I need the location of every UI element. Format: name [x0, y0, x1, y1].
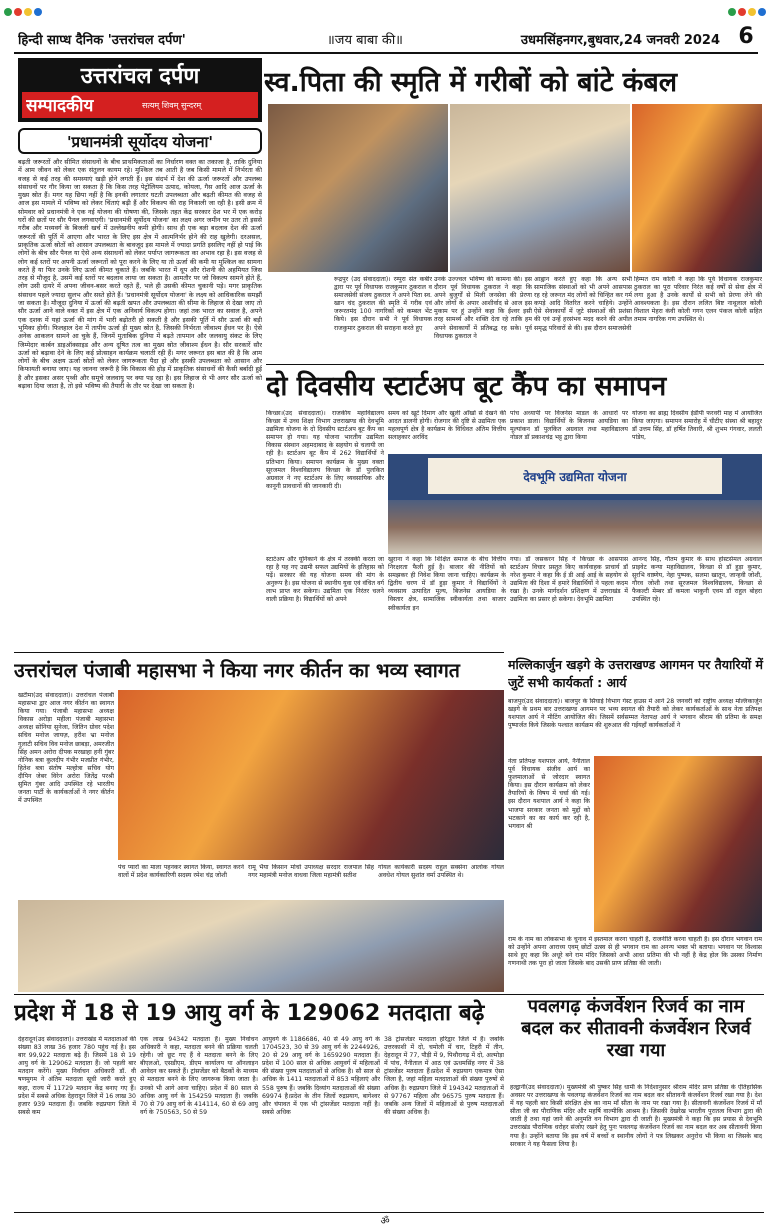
- masthead-rule: [14, 52, 758, 54]
- startup-col-1: किच्छा।(उद संवाददाता)। राजकीय महाविद्यालय किच्छा में उच्च शिक्षा विभाग उत्तराखण्ड की देवभूमि उद्यमिता योजना के दो दिवसीय स्टार्टअप बूट कैंप का समापन हो गया। यह योजना भारतीय उद्यमिता विकास संस्थान अहमदाबाद के सहयोग से चलायी जा रही है। स्टार्टअप बूट कैंप में 262 विद्यार्थियों ने प्रतिभाग किया। समापन कार्यक्रम के मुख्य वक्ता सूरजमल विश्वविद्यालय किच्छा के डॉ पुलकित अग्रवाल ने नए स्टार्टअप के लिए व्यवसायिक और कानूनी प्रावधानों की जानकारी दी।: [266, 410, 384, 490]
- editorial-motto: सत्यम् शिवम् सुन्दरम्: [142, 101, 202, 110]
- startup-col-3: पांच अध्यापी पर विजनेस माडल के आधारों पर प्रकाश डाला। विद्यार्थियों के बिजनस आयडिया का मूल्यांकन डॉ पुलकित अग्रवाल तथा महाविद्यालय नोडल डॉ प्रकाशचंद्र भट्ट द्वारा किया: [510, 410, 628, 442]
- footer-mark: ॐ: [380, 1216, 390, 1225]
- voters-headline: प्रदेश में 18 से 19 आयु वर्ग के 129062 मतदाता बढ़े: [14, 1000, 485, 1026]
- punjabi-headline: उत्तरांचल पंजाबी महासभा ने किया नगर कीर्तन का भव्य स्वागत: [14, 659, 460, 682]
- editorial-heading-box: [18, 128, 262, 154]
- punjabi-caption-3: गोयल कार्यकारी सदस्य राहुल सक्सेना आलोक गोयल अवधेश गोयल सुशांत वर्मा उपस्थित थे।: [378, 864, 504, 880]
- startup-lower-1: खुराना ने कहा कि शिक्षित समाज के बीच वित्तीय निरक्षरता फैली हुई है। बाजार की नीतियों को समझकर ही निवेश किया जाना चाहिए। कार्यक्रम के द्वितीय चरण में डॉ हुड़ा कुमार ने विद्यार्थियों ने व्यवसाय उत्पादित मूल्य, बिजनेस आयडिया के विस्तार क्षेत्र, सामाजिक स्वीकार्यता तथा बाजार स्वीकार्यता इन: [388, 556, 506, 612]
- startup-lower-2: गया। डॉ जसकरन सिंह ने किच्छा के आसपास स्टार्टअप विचार प्रस्तुत किए कार्यवाहक प्राचार्य डॉ नरेश कुमार ने कहा कि ई डी आई आई के सहयोग से उद्यमिता की दिशा में हमारे विद्यार्थियों ने पहला कदम रखा है। उनके मार्गदर्शन प्रशिक्षण में उत्तराखंड में उद्यमिता का प्रसार हो सकेगा। देवभूमि उद्यमिता: [510, 556, 628, 604]
- startup-col-2: समय को खूटे दिमाग और खुली आँखों से देखने की आदत डालनी होगी। रोजगार की दृष्टि से उद्यमिता एक महत्वपूर्ण क्षेत्र है कार्यक्रम के विधिवत अंतिम वित्तीय सलाहकार अरविंद: [388, 410, 506, 442]
- color-dot-7: [748, 8, 756, 16]
- voters-col-2: एक लाख 94342 मतदाता हैं। मुख्य निर्वाचन अधिकारी ने कहा, मतदाता बनने की प्रक्रिया चलती रहेगी। जो छूट गए हैं वे मतदाता बनने के लिए बीएलओ, एसडीएम, डीएम कार्यालय या ऑनलाइन आवेदन कर सकते हैं। ट्रांसजेंडर को बैठकों के माध्यम से मतदाता बनने के लिए जागरूक किया जाता है। उनको भी आगे आना चाहिए। प्रदेश में 80 साल से अधिक आयु वर्ग के 154259 मतदाता हैं। जबकि 70 से 79 आयु वर्ग के 414114, 60 से 69 आयु वर्ग के 750563, 50 से 59: [140, 1036, 258, 1116]
- color-dot-6: [738, 8, 746, 16]
- section-rule-1: [14, 652, 504, 653]
- page-number: 6: [738, 24, 754, 49]
- blanket-headline: स्व.पिता की स्मृति में गरीबों को बांटे कंबल: [264, 67, 678, 98]
- kharge-body-1: बाजपुर(उद संवाददाता)। बाजपुर के सिंघाई विभाग गेस्ट हाउस में आने 28 जनवरी को राष्ट्रीय अध्यक्ष मल्लिकार्जुन खड़गे के प्रथम बार उत्तराखण्ड आगमन पर भव्य स्वागत की तैयारी को लेकर कार्यकर्ताओं के साथ नेता प्रतिपक्ष यशपाल आर्य ने मीटिंग आयोजित की। जिसमें सर्वसम्मत नेतापक्ष आर्य ने भगवान श्रीराम की प्रतिमा के समक्ष पुष्पार्जत किये जिसके पश्चात कार्यक्रम की शुरुआत की गईयहाँ कार्यकर्ताओं ने: [508, 698, 762, 730]
- color-dot-3: [24, 8, 32, 16]
- blanket-photo-1: [268, 104, 448, 272]
- color-dot-5: [728, 8, 736, 16]
- masthead: [0, 0, 770, 52]
- editorial-box: [18, 58, 262, 122]
- blanket-col-4: हिम्मत राम कोली ने कहा कि पूर्व विधायक राजकुमार ठुकराल का पूरा परिवार निरंत कई वर्षों से सेवा क्षेत्र में लगा हुआ है उनके कार्यों से सभी को प्रेरणा लेने की आवश्यकता है। इस दौरान ललित बिष्ट नाथूलाल कोली विशाल मेहरा कंवी कोली गगन एलन पंकज कोली सहित तमाम नागरिक गण उपस्थित थे।: [634, 276, 762, 324]
- color-dot-4: [34, 8, 42, 16]
- editorial-label: सम्पादकीय: [26, 96, 94, 116]
- editorial-box-title: उत्तरांचल दर्पण: [80, 63, 200, 88]
- masthead-slogan: ॥जय बाबा की॥: [327, 33, 403, 48]
- blanket-photo-3: [632, 104, 762, 272]
- blanket-col-2: उनके उज्ज्वल भविष्य की कामना की। इस दौरान पूर्व विधायक ठुकराल ने कहा कि अपने बुजुर्गों से मिली जनसेवा की प्रेरणा और लोगों के अपार आशीर्वाद से आज इस मुकाम पर हूं उन्होंने कहा कि ईश्वर इसी तरह सामर्थ्य और शक्ति देता रहे ताकि हम अपने सेवाकार्यों में प्रतिबद्ध रह सके। पूर्व विधायक ठुकराल ने: [434, 276, 532, 340]
- date-line: उधमसिंहनगर,बुधवार,24 जनवरी 2024: [520, 33, 720, 48]
- startup-headline: दो दिवसीय स्टार्टअप बूट कैंप का समापन: [266, 371, 667, 402]
- startup-col-4: योजना का ब्राह्म दिवसीय ईडीपी फरवरी माह में आयोजित किया जाएगा। समापन समारोह में चीटीए संस्था श्री बहादुर डॉ उत्तम सिंह, डॉ हर्षित तिवारी, श्री शुभम गंगवार, ललती पांडेय,: [632, 410, 762, 442]
- editorial-body: बढ़ती जरूरतों और सीमित संसाधनों के बीच प्राथमिकताओं का निर्धारण वक्त का तकाजा है, ताकि दुनिया में आम जीवन को लेकर एक संतुलन कायम रहे। मुश्किल तब आती है जब किसी मामले में निर्भरता की वजह से कई तरह की समस्याएं खड़ी होने लगती हैं। इस संदर्भ में देश की ऊर्जा जरूरतों और उपलब्ध संसाधनों पर गौर किया जा सकता है कि किस तरह पेट्रोलियम उत्पाद, कोयला, गैस आदि आज ऊर्जा के मुख्य स्रोत हैं। मगर यह छिपा नहीं है कि इनकी लगातार घटती उपलब्धता और बढ़ती कीमत की वजह से आज इस मामले में भविष्य को लेकर चिंताएं बढ़ी हैं और विकल्प की राह निकाली जा रही है। इसी क्रम में सोमवार को प्रधानमंत्री ने एक नई योजना की घोषणा की, जिसके तहत केंद्र सरकार देश भर में एक करोड़ घरों की छतों पर सौर पैनल लगवाएगी। 'प्रधानमंत्री सूर्योदय योजना' का लक्ष्य अगर जमीन पर उतर तो इससे गरीब और मध्यवर्ग के बिजली खर्च में उल्लेखनीय कमी होगी। साथ ही एक बड़ा बदलाव देश की ऊर्जा जरूरतों की पूर्ति में आएगा और भारत के लिए इस क्षेत्र में आत्मनिर्भर होने की राह खुलेगी। दरअसल, प्राकृतिक ऊर्जा स्रोतों को आसान उपलब्धता के बावजूद इस मामले में ज्यादा प्रगति इसलिए नहीं हो पाई कि लोगों के बीच सौर पैनल या ऐसे अन्य संसाधनों को लेकर पर्याप्त जागरूकता का अभाव रहा है। इस वजह से लोग कई स्तरों पर अपनी ऊर्जा जरूरतों को पूरा करने के लिए या तो ऊर्जा की कमी या मुश्किल का सामना करते हैं या फिर उनके लिए ऊर्जा कीमत चुकाते हैं। जबकि भारत में धूप और रोशनी की अहमियत जिस तरह से मौजूद है, उसमें कई स्तरों पर बदलाव लाया जा सकता है। आमतौर पर जो विकल्प सामने होते हैं, लोग उसी दायरे में अपना जीवन-बसर करते रहते हैं, भले ही उसकी कीमत चुकानी पड़े। मगर प्राकृतिक संसाधन पहले ज्यादा सुलभ और सस्ते होते हैं। 'प्रधानमंत्री सूर्योदय योजना' के लक्ष्य को आधिकारिक समझौं जा सकता है। मौजूदा दुनिया में ऊर्जा की बढ़ती खपत और उपलब्धता की सीमा के लिहाज से देखा जाए तो सौर ऊर्जा आने वाले वक्त में इस क्षेत्र में एक अनिवार्य विकल्प होगा। जहां तक भारत का सवाल है, अपने एक दशक में यहां ऊर्जा की मांग में भारी बढ़ोतरी हो सकती है और इसकी पूर्ति में सौर ऊर्जा की बड़ी भूमिका होगी। फिलहाल देश में तापीय ऊर्जा ही मुख्य स्रोत है, जिसकी निर्भरता जीवाश्म ईंधन पर है। ऐसे अनेक आकलन सामने आ चुके हैं, जिनमें मुताबिक दुनिया में बढ़ते तापमान और जलवायु संकट के लिए जिम्मेदार कार्बन डाइऑक्साइड और अन्य दूषित तत्व का मुख्य स्रोत जीवाश्म ईंधन है। सौर सरकारें सौर ऊर्जा को बढ़ावा देने के लिए कई प्रोत्साहन कार्यक्रम चलाती रही हैं। मगर जरूरत इस बात की है कि आम लोगों के बीच अक्षय ऊर्जा स्रोतों को लेकर जागरूकता पैदा हो और इसकी उपलब्धता को आसान और किफायती बनाया जाए। यह जानना जरूरी है कि विकास की होड़ में प्राकृतिक संसाधनों की कैसी बर्बादी हुई है और इसका असर पृथ्वी और समूचे जलवायु पर क्या पड़ रहा है। इस लिहाज से भी अगर सौर ऊर्जा को बढ़ावा दिया जाता है, तो इसे भविष्य की तैयारी के तौर पर देखा जा सकता है।: [18, 158, 262, 391]
- section-rule-2: [14, 994, 764, 995]
- punjabi-caption-1: पंच प्यारों का माला पहनकर स्वागत किया, स्वागत करने वालों में प्रदेश कार्यकारिणी सदस्य रमेश चंद्र जोशी: [118, 864, 244, 880]
- punjabi-photo-2: [18, 900, 504, 992]
- voters-col-4: 38 ट्रांसजेंडर मतदाता हरिद्वार जिले में हैं। जबकि उत्तरकाशी में दो, चमोली में चार, टिहरी में तीन, देहरादून में 77, पौड़ी में 9, पिथौरागढ़ में दो, अल्मोड़ा में पांच, नैनीताल में आठ एवं ऊधमसिंह नगर में 38 ट्रांसजेंडर मतदाता हैं।प्रदेश में रुद्रप्रयाग एकमात्र ऐसा जिला है, जहां महिला मतदाताओं की संख्या पुरुषों से अधिक है। रुद्रप्रयाग जिले में 194342 मतदाताओं में से 97767 महिला और 96575 पुरुष मतदाता हैं। जबकि अन्य जिलों में महिलाओं से पुरुष मतदाताओं की संख्या अधिक है।: [384, 1036, 504, 1116]
- kharge-body-2: नेता प्रतिपक्ष यशपाल आर्य, नैनीताल पूर्व विधायक संजीव आर्य का फूलमालाओं से जोरदार स्वागत किया। इस दौरान कार्यक्रम को लेकर तैयारियों के विषय में चर्चा की गई। इस दौरान यशपाल आर्य ने कहा कि भाजपा सरकार जनता को मुद्दों को भटकाने का का कार्य कर रही है, भगवान श्री: [508, 758, 590, 830]
- punjabi-col-1: खटीमा(उद संवाददाता)। उत्तरांचल पंजाबी महासभा द्वार आज नगर कीर्तन का स्वागत किया गया। पंजाबी महासभा अध्यक्ष विकास अरोड़ा महीला पंजाबी महासभा अध्यक्ष सोनिया सुनेजा, जितिन ग्रोवर पदेश सचिव मनोज जायज़, हरीश भ्रा मनोज गुलाटी सचिव विव मनोज छाबड़ा, अमरजीत सिंह अमन अरोरा दीपक मरखाहा हनी गुंबर नोनिक बत्रा कुलदीप गंभीर मजप्रीत गंभीर, हितेश बत्रा संतोष मल्होत्रा सचिव योग दीपिन जेबर विरेन अरोरा जितेंद्र परश्री सुमित गुंबर आदि उपस्थित रहे भारतीय जनता पार्टी के कार्यकर्ताओं ने नगर कीर्तन में उपस्थित: [18, 692, 114, 805]
- paper-name: हिन्दी साप्ध दैनिक 'उत्तरांचल दर्पण': [18, 33, 186, 48]
- color-dot-2: [14, 8, 22, 16]
- punjabi-photo-1: [118, 690, 504, 860]
- tiger-headline: पवलगढ़ कंजर्वेशन रिजर्व का नाम बदल कर सीतावनी कंजर्वेशन रिजर्व रखा गया: [521, 996, 751, 1061]
- blanket-col-3: आह्वान करते हुए कहा कि अन्य सभी सामाजिक संस्थाओं को भी अपने आसपास रह रहे जरूरत मंद लोगों को चिन्हित कर गर्म कपड़े आदि वितरित करने चाहिये। उन्होंने ऐसे सेवाकार्यों में जुटे संस्थाओं की प्रशंसा की एवं उन्हें हरसंभव मदद करने की अपील समृद्ध परिवारों से की। इस दौरान समाजसेवी: [534, 276, 632, 332]
- kharge-body-3: राम के नाम का लोकसभा के चुनाव में इस्तमाल करना चाहती है, राजनीति करना चाहती है। इस दौरान भगवान राम को उन्होंने अपना आराध्य एवम् छोटों उत्स्व से ही भगवान राम का अनन्य भक्त भी बताया। भगवान पर विश्वास साथे हुए कहा कि अधूरे बने राम मंदिर जिसको अभी आधा प्रतिमा की भी नहीं है केंद्र होल कि उसका निर्माण गणनाथी तक पूरा हो जाता जिसके बाद उसकी प्राण प्रतिष्ठा की जाती।: [508, 936, 762, 968]
- tiger-body: हल्द्वानी(उद संवाददाता)। मुख्यमंत्री श्री पुष्कर सिंह धामी के निर्देशानुसार श्रीराम मंदिर प्राण प्रतिष्ठा के ऐतिहासिक अवसर पर उत्तराखण्ड के पवलगढ़ कंजर्वेशन रिजर्व का नाम बदल कर सीतावनी कंजर्वेशन रिजर्व रखा गया है। देश में यह पहली बार किसी संरक्षित क्षेत्र का नाम माँ सीता के नाम पर रखा गया है। सीतावनी कंजर्वेशन रिजर्व में माँ सीता जी का पौराणिक मंदिर और महर्षि वाल्मीकि आश्रम है। जिसकी देखरेख भारतीय पुरातत्व विभाग द्वारा की जाती है तथा यहां जाने की अनुमति वन विभाग द्वारा दी जाती है। मुख्यमंत्री ने कहा कि इस प्रयास से देवभूमि उत्तराखंड पौराणिक धरोहर संजोए रखने हेतु पुनः पवलगढ़ कंजर्वेशन रिजर्व का नाम बदल कर अब सीतावनी किया गया है। उन्होंने बताया कि इस वर्ष में बच्चों व स्थानीय लोगों ने पत्र लिखकर अनुरोध भी किया था जिसके बाद सरकार ने यह फैसला लिया है।: [510, 1084, 762, 1148]
- color-dot-8: [758, 8, 766, 16]
- startup-banner: [428, 458, 722, 494]
- punjabi-caption-2: रामू भैया किसान मोर्चा उपाध्यक्ष सरदार राजपाल सिंह नगर महामंत्री मनोज वाधवा जिला महामंत्री सतीश: [248, 864, 374, 880]
- kharge-photo: [594, 756, 762, 932]
- voters-col-1: देहरादून(उद संवाददाता)। उत्तराखंड में मतदाताओं की संख्या 83 लाख 36 हजार 780 पहुंच गई है। इस बार 99,922 मतदाता बढ़े हैं। जिसमें 18 से 19 आयु वर्ग के 129062 मतदाता हैं। जो पहली बार मतदान करेंगे। मुख्य निर्वाचन अधिकारी डॉ. वी षणमुगम ने अंतिम मतदाता सूची जारी करते हुए कहा, राज्य में 11729 मतदान केंद्र बनाए गए हैं। प्रदेश में सबसे अधिक देहरादून जिले में 16 लाख 30 हजार 939 मतदाता हैं। जबकि रुद्रप्रयाग जिले में सबसे कम: [18, 1036, 136, 1116]
- voters-col-3: आयुवर्ग के 1186686, 40 से 49 आयु वर्ग के 1704523, 30 से 39 आयु वर्ग के 2244926, 20 से 29 आयु वर्ग के 1659290 मतदाता हैं। प्रदेश में 100 साल से अधिक आयुवर्ग में महिलाओं की संख्या पुरुष मतदाताओं से अधिक है। सौ साल से अधिक के 1411 मतदाताओं में 853 महिलाएं और 558 पुरुष हैं। जबकि दिव्यांग मतदाताओं की संख्या 69974 है।प्रदेश के तीन जिलों रुद्रप्रयाग, बागेश्वर और चंपावत में एक भी ट्रांसजेंडर मतदाता नहीं है। सबसे अधिक: [262, 1036, 380, 1116]
- blanket-rule: [266, 364, 764, 365]
- editorial-heading: 'प्रधानमंत्री सूर्योदय योजना': [66, 133, 214, 151]
- blanket-photo-2: [450, 104, 630, 272]
- kharge-headline: मल्लिकार्जुन खड़गे के उत्तराखण्ड आगमन पर तैयारियों में जुटें सभी कार्यकर्ता : आर्य: [508, 657, 763, 690]
- blanket-col-1: रूद्रपुर (उद संवाददाता)। रम्पुरा संत कबीर द्वारा पर पूर्व विधायक राजकुमार ठुकराल व समाजसेवी संजय ठुकराल ने अपने पिता स्व. खान चंद ठुकराल की स्मृति में गरीब एवं जरूरतमंद 100 नागरिकों को कम्बल भेंट किये। इस दौरान सभी ने पूर्व विधायक राजकुमार ठुकराल की सराहना करते हुए: [334, 276, 432, 332]
- color-dot-1: [4, 8, 12, 16]
- startup-photo: [388, 454, 762, 554]
- startup-banner-title: देवभूमि उद्यमिता योजना: [523, 470, 627, 484]
- startup-lower-3: आनन्द सिंह, गौतम कुमार के साथ होस्टर्समल अग्रवाल प्राइवेट कन्या महाविद्यालय, किच्छा से डॉ हुड़ा कुमार, सुरभि वाष्र्णेय, नेहा पुष्पक, सलमा खातून, जान्हवी जोशी, गौरव जोशी तथा सूरजमल विश्वविद्यालय, किच्छा से फैकल्टी मेम्बर डॉ कमला भाकुनी एवम डॉ राहुल बोहरा उपस्थित रहे।: [632, 556, 762, 604]
- startup-stage: [388, 500, 762, 554]
- startup-lower-0: स्टार्टअप और यूनिकार्न के क्षेत्र में तरक्की करता जा रहा है यह नए उद्यमी सफल उद्यमियों के इतिहास को पढ़ें। सरकार की यह योजना समय की मांग के अनुरूप है। इस योजना से स्थानीय युवा एवं वंचित वर्ग लाभ प्राप्त कर सकेगा। उद्यमिता एक निरंतर चलने वाली प्रक्रिया है। विद्यार्थियों को अपने: [266, 556, 384, 604]
